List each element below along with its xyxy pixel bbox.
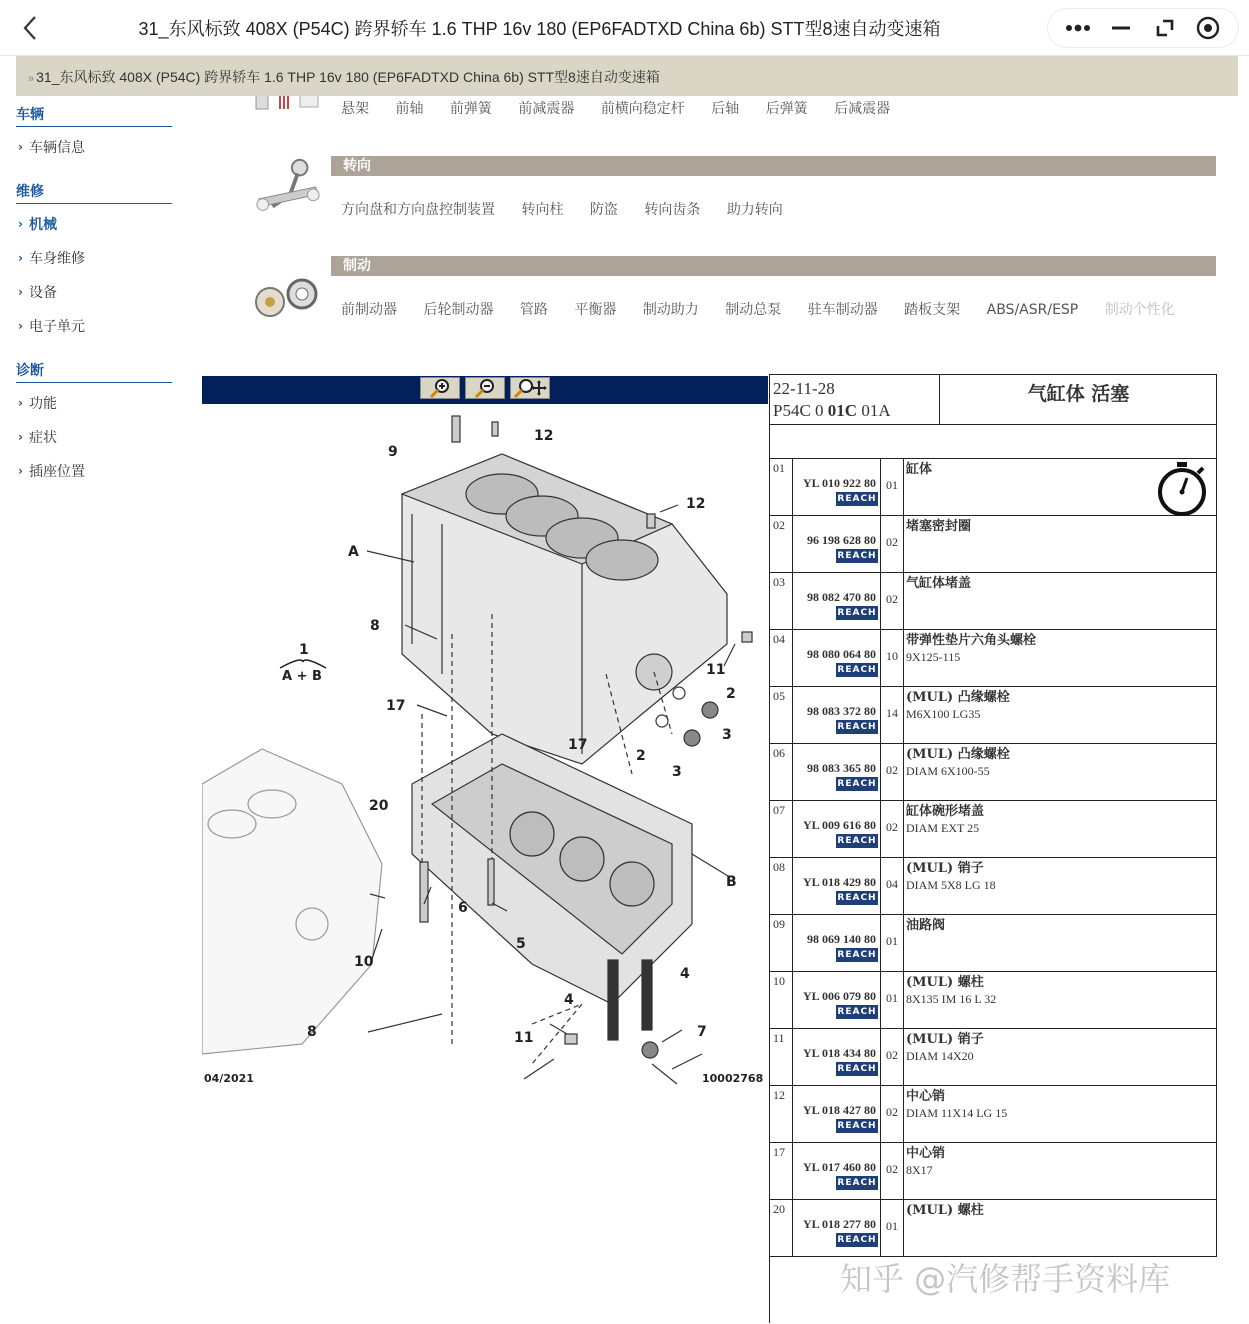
link-steering-wheel[interactable]: 方向盘和方向盘控制装置: [341, 202, 495, 218]
category-bar-steering: 转向: [331, 156, 1216, 176]
link-parking-brake[interactable]: 驻车制动器: [807, 302, 878, 318]
part-name: 堵塞密封圈: [906, 519, 972, 534]
link-brake-booster[interactable]: 制动助力: [642, 302, 699, 318]
part-spec: M6X100 LG35: [906, 707, 981, 721]
row-index: 05: [770, 687, 793, 743]
callout-10: 10: [354, 954, 374, 970]
row-description: [905, 1029, 1216, 1085]
zoom-out-button[interactable]: [465, 377, 505, 399]
row-quantity: 14: [881, 687, 904, 743]
parts-code: P54C 0 01C 01A: [773, 401, 891, 420]
chevron-right-icon: ›: [18, 430, 23, 444]
part-number[interactable]: YL 010 922 80: [802, 476, 876, 490]
callout-B: B: [726, 874, 737, 890]
reach-badge: REACH: [837, 1007, 877, 1017]
chevron-right-icon: ›: [18, 217, 23, 231]
link-rear-shock[interactable]: 后减震器: [834, 101, 891, 117]
diagram-date: 04/2021: [204, 1072, 254, 1085]
chevron-right-icon: ›: [18, 285, 23, 299]
callout-2a: 2: [726, 686, 736, 702]
part-name: 带弹性垫片六角头螺栓: [906, 633, 1037, 648]
link-brake-personalization: 制动个性化: [1104, 302, 1175, 318]
reach-badge: REACH: [837, 494, 877, 504]
part-number[interactable]: YL 018 434 80: [802, 1046, 876, 1060]
sidebar-item-connector-locations[interactable]: › 插座位置: [18, 464, 85, 480]
minimize-icon[interactable]: [1106, 13, 1136, 43]
part-number[interactable]: YL 009 616 80: [802, 818, 876, 832]
group-label-a-plus-b: A + B: [282, 669, 322, 684]
reach-badge: REACH: [837, 779, 877, 789]
callout-9: 9: [388, 444, 398, 460]
callout-6: 6: [458, 900, 468, 916]
part-spec: DIAM 6X100-55: [906, 764, 990, 778]
link-rear-brakes[interactable]: 后轮制动器: [423, 302, 494, 318]
row-ref-cell: [793, 972, 881, 1028]
table-row[interactable]: [769, 915, 1217, 972]
part-number[interactable]: 98 080 064 80: [807, 647, 876, 661]
table-row[interactable]: [769, 459, 1217, 516]
row-quantity: 01: [881, 972, 904, 1028]
link-abs-asr-esp[interactable]: ABS/ASR/ESP: [986, 302, 1079, 318]
table-row[interactable]: [769, 972, 1217, 1029]
part-name: (MUL) 凸缘螺栓: [906, 690, 1010, 705]
part-name: (MUL) 销子: [906, 1032, 984, 1047]
reach-badge: REACH: [837, 1235, 877, 1245]
part-number[interactable]: YL 018 429 80: [802, 875, 876, 889]
zoom-pan-icon: [513, 378, 547, 398]
row-quantity: 02: [881, 1029, 904, 1085]
parts-date: 22-11-28: [773, 379, 835, 398]
table-row[interactable]: [769, 744, 1217, 801]
parts-header-meta: [770, 375, 940, 424]
reach-badge: REACH: [837, 893, 877, 903]
link-front-stabilizer[interactable]: 前横向稳定杆: [600, 101, 685, 117]
watermark: 知乎 @汽修帮手资料库: [840, 1260, 1171, 1298]
brakes-thumbnail-icon: [250, 262, 326, 330]
row-index: 03: [770, 573, 793, 629]
brakes-links: [341, 299, 1197, 319]
callout-20: 20: [369, 798, 389, 814]
row-index: 06: [770, 744, 793, 800]
window-controls: [1047, 8, 1239, 48]
table-row[interactable]: [769, 1143, 1217, 1200]
part-name: (MUL) 销子: [906, 861, 984, 876]
row-ref-cell: [793, 1200, 881, 1256]
row-ref-cell: [793, 858, 881, 914]
part-number[interactable]: YL 018 427 80: [802, 1103, 876, 1117]
part-spec: DIAM EXT 25: [906, 821, 980, 835]
part-number[interactable]: 96 198 628 80: [807, 533, 876, 547]
row-quantity: 02: [881, 1086, 904, 1142]
row-ref-cell: [793, 1143, 881, 1199]
suspension-links: [341, 98, 912, 118]
row-ref-cell: [793, 801, 881, 857]
callout-12b: 12: [686, 496, 706, 512]
row-ref-cell: [793, 1029, 881, 1085]
link-front-brakes[interactable]: 前制动器: [341, 302, 397, 318]
link-front-axle[interactable]: 前轴: [395, 101, 424, 117]
diagram-toolbar: [202, 376, 768, 404]
row-quantity: 02: [881, 516, 904, 572]
chevron-right-icon: ›: [18, 464, 23, 478]
table-row[interactable]: [769, 858, 1217, 915]
part-name: (MUL) 凸缘螺栓: [906, 747, 1010, 762]
callout-17b: 17: [568, 737, 588, 753]
link-master-cylinder[interactable]: 制动总泵: [725, 302, 782, 318]
part-spec: 8X17: [906, 1163, 933, 1177]
parts-title: 气缸体 活塞: [1027, 383, 1130, 405]
link-suspension[interactable]: 悬架: [341, 101, 369, 117]
window-title: 31_东风标致 408X (P54C) 跨界轿车 1.6 THP 16v 180 (EP6FADTXD China 6b) STT型8速自动变速箱: [138, 19, 941, 39]
chevron-right-icon: ›: [18, 140, 23, 154]
part-number[interactable]: 98 083 365 80: [807, 761, 876, 775]
chevron-right-icon: ›: [18, 251, 23, 265]
reach-badge: REACH: [837, 1121, 877, 1131]
link-pedal-bracket[interactable]: 踏板支架: [904, 302, 961, 318]
part-spec: DIAM 14X20: [906, 1049, 974, 1063]
link-brake-lines[interactable]: 管路: [519, 302, 548, 318]
zoom-in-button[interactable]: [420, 377, 460, 399]
table-row[interactable]: [769, 516, 1217, 573]
zoom-pan-button[interactable]: [510, 377, 550, 399]
row-ref-cell: [793, 459, 881, 515]
row-quantity: 10: [881, 630, 904, 686]
sidebar-item-mechanical[interactable]: › 机械: [18, 217, 57, 233]
callout-A: A: [348, 544, 359, 560]
back-arrow-icon: [21, 14, 39, 42]
row-description: [905, 858, 1216, 914]
parts-gap: [769, 425, 1217, 459]
part-name: (MUL) 螺柱: [906, 975, 984, 990]
reach-badge: REACH: [837, 608, 877, 618]
table-row[interactable]: [769, 573, 1217, 630]
row-index: 20: [770, 1200, 793, 1256]
part-spec: DIAM 11X14 LG 15: [906, 1106, 1008, 1120]
sidebar-item-functions[interactable]: › 功能: [18, 396, 57, 412]
row-description: [905, 630, 1216, 686]
table-row[interactable]: [769, 1200, 1217, 1257]
table-row[interactable]: [769, 801, 1217, 858]
suspension-thumbnail-icon: [250, 96, 326, 136]
reach-badge: REACH: [837, 665, 877, 675]
callout-17a: 17: [386, 698, 406, 714]
row-ref-cell: [793, 687, 881, 743]
row-index: 10: [770, 972, 793, 1028]
sidebar-item-equipment[interactable]: › 设备: [18, 285, 57, 301]
table-row[interactable]: [769, 687, 1217, 744]
sidebar-item-body-repair[interactable]: › 车身维修: [18, 251, 85, 267]
row-index: 07: [770, 801, 793, 857]
chevron-right-icon: ›: [18, 396, 23, 410]
link-power-steering[interactable]: 助力转向: [726, 202, 783, 218]
link-front-shock[interactable]: 前减震器: [518, 101, 575, 117]
callout-8: 8: [370, 618, 380, 634]
part-spec: DIAM 5X8 LG 18: [906, 878, 996, 892]
row-description: [905, 516, 1216, 572]
part-name: (MUL) 螺柱: [906, 1203, 984, 1218]
sidebar-heading-repair: 维修: [16, 181, 172, 204]
sidebar: [16, 100, 172, 491]
breadcrumb-arrow: »: [28, 73, 35, 85]
callout-11a: 11: [706, 662, 726, 678]
row-description: [905, 972, 1216, 1028]
part-number[interactable]: YL 018 277 80: [802, 1217, 876, 1231]
row-quantity: 02: [881, 573, 904, 629]
link-rear-spring[interactable]: 后弹簧: [765, 101, 808, 117]
link-steering-rack[interactable]: 转向齿条: [644, 202, 701, 218]
row-index: 01: [770, 459, 793, 515]
part-spec: 8X135 IM 16 L 32: [906, 992, 997, 1006]
row-quantity: 01: [881, 459, 904, 515]
callout-3a: 3: [722, 727, 732, 743]
sidebar-item-symptoms[interactable]: › 症状: [18, 430, 57, 446]
category-suspension: [250, 96, 1216, 136]
row-description: [905, 801, 1216, 857]
table-row[interactable]: [769, 630, 1217, 687]
steering-links: [341, 199, 805, 219]
row-description: [905, 915, 1216, 971]
part-number[interactable]: YL 017 460 80: [802, 1160, 876, 1174]
link-anti-theft[interactable]: 防盗: [589, 202, 618, 218]
part-name: 缸体碗形堵盖: [906, 804, 985, 819]
parts-header: [769, 374, 1217, 425]
back-button[interactable]: [14, 12, 46, 44]
close-target-icon[interactable]: [1193, 13, 1223, 43]
reach-badge: REACH: [837, 836, 877, 846]
part-number[interactable]: YL 006 079 80: [802, 989, 876, 1003]
diagram-ref: 10002768: [702, 1072, 764, 1085]
row-quantity: 01: [881, 1200, 904, 1256]
row-quantity: 04: [881, 858, 904, 914]
callout-5: 5: [516, 936, 526, 952]
row-quantity: 02: [881, 801, 904, 857]
title-bar: [0, 0, 1249, 56]
row-description: [905, 1143, 1216, 1199]
row-index: 04: [770, 630, 793, 686]
callout-4a: 4: [680, 966, 690, 982]
category-brakes: [250, 256, 1216, 336]
callout-7: 7: [697, 1024, 707, 1040]
link-rear-axle[interactable]: 后轴: [711, 101, 740, 117]
exploded-diagram-panel: [202, 376, 768, 1096]
link-balancer[interactable]: 平衡器: [574, 302, 617, 318]
table-row[interactable]: [769, 1029, 1217, 1086]
callout-4b: 4: [564, 992, 574, 1008]
part-number[interactable]: 98 069 140 80: [807, 932, 876, 946]
chevron-right-icon: ›: [18, 319, 23, 333]
part-name: 气缸体堵盖: [906, 576, 972, 591]
callout-2b: 2: [636, 748, 646, 764]
row-ref-cell: [793, 516, 881, 572]
category-bar-brakes: 制动: [331, 256, 1216, 276]
row-description: [905, 744, 1216, 800]
part-name: 缸体: [906, 462, 933, 477]
row-ref-cell: [793, 915, 881, 971]
row-index: 17: [770, 1143, 793, 1199]
steering-thumbnail-icon: [250, 156, 326, 224]
sidebar-heading-diagnosis: 诊断: [16, 360, 172, 383]
row-description: [905, 573, 1216, 629]
link-steering-column[interactable]: 转向柱: [521, 202, 564, 218]
zoom-out-icon: [472, 378, 498, 398]
row-index: 11: [770, 1029, 793, 1085]
row-description: [905, 1200, 1216, 1256]
more-options-icon[interactable]: [1063, 13, 1093, 43]
parts-table: [769, 374, 1217, 1323]
link-front-spring[interactable]: 前弹簧: [449, 101, 492, 117]
part-spec: 9X125-115: [906, 650, 961, 664]
callout-8b: 8: [307, 1024, 317, 1040]
row-description: [905, 687, 1216, 743]
stopwatch-icon[interactable]: [1156, 461, 1208, 522]
row-index: 08: [770, 858, 793, 914]
row-quantity: 02: [881, 744, 904, 800]
part-number[interactable]: 98 082 470 80: [807, 590, 876, 604]
row-ref-cell: [793, 744, 881, 800]
row-ref-cell: [793, 1086, 881, 1142]
row-description: [905, 1086, 1216, 1142]
breadcrumb-text[interactable]: 31_东风标致 408X (P54C) 跨界轿车 1.6 THP 16v 180 (EP6FADTXD China 6b) STT型8速自动变速箱: [36, 69, 660, 85]
restore-window-icon[interactable]: [1150, 13, 1180, 43]
row-quantity: 02: [881, 1143, 904, 1199]
row-index: 09: [770, 915, 793, 971]
callout-11b: 11: [514, 1030, 534, 1046]
part-number[interactable]: 98 083 372 80: [807, 704, 876, 718]
part-name: 油路阀: [906, 918, 946, 933]
row-index: 12: [770, 1086, 793, 1142]
reach-badge: REACH: [837, 1178, 877, 1188]
part-name: 中心销: [906, 1089, 946, 1104]
row-ref-cell: [793, 630, 881, 686]
sidebar-heading-vehicle: 车辆: [16, 104, 172, 127]
row-index: 02: [770, 516, 793, 572]
callout-3b: 3: [672, 764, 682, 780]
reach-badge: REACH: [837, 1064, 877, 1074]
zoom-in-icon: [427, 378, 453, 398]
callout-1: 1: [299, 642, 309, 658]
breadcrumb: [16, 56, 1238, 96]
row-quantity: 01: [881, 915, 904, 971]
table-row[interactable]: [769, 1086, 1217, 1143]
sidebar-item-vehicle-info[interactable]: › 车辆信息: [18, 140, 85, 156]
engine-block-drawing: [202, 404, 768, 1096]
reach-badge: REACH: [837, 950, 877, 960]
reach-badge: REACH: [837, 551, 877, 561]
sidebar-item-electronic-units[interactable]: › 电子单元: [18, 319, 85, 335]
part-name: 中心销: [906, 1146, 946, 1161]
category-steering: [250, 156, 1216, 236]
reach-badge: REACH: [837, 722, 877, 732]
row-ref-cell: [793, 573, 881, 629]
callout-12a: 12: [534, 428, 554, 444]
